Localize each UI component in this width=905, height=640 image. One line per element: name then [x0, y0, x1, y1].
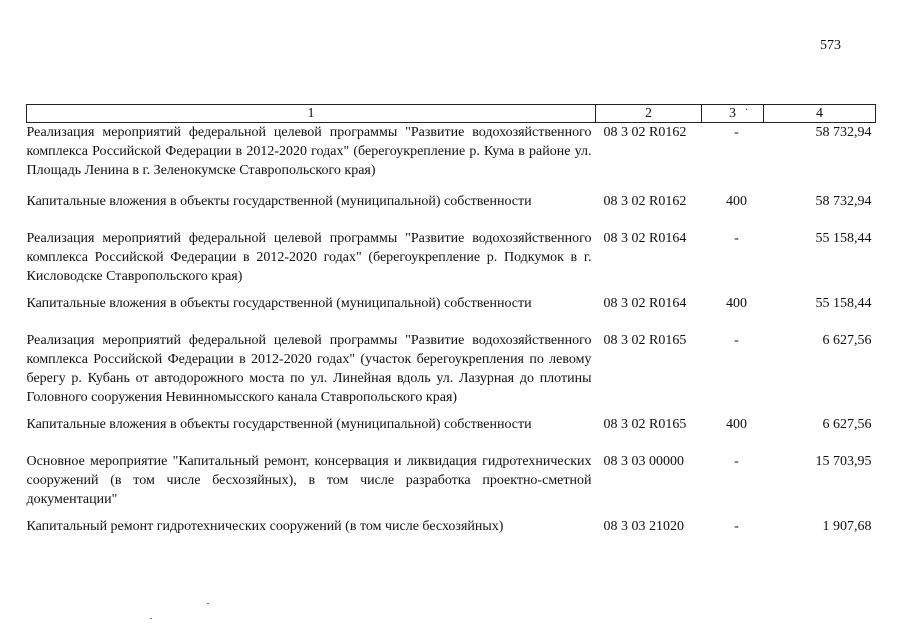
row-code: 08 3 02 R0162: [603, 125, 687, 140]
scan-speck: [207, 603, 209, 604]
scan-speck: [150, 618, 152, 619]
row-amount: 55 158,44: [815, 296, 872, 311]
row-code: 08 3 02 R0165: [603, 333, 687, 348]
row-type: 400: [726, 296, 747, 311]
table-row: [27, 517, 876, 536]
row-code: 08 3 02 R0164: [603, 296, 687, 311]
row-amount: 15 703,95: [815, 454, 872, 469]
row-code: 08 3 03 21020: [603, 519, 684, 534]
table-row: [27, 192, 876, 211]
header-col-2: 2: [596, 105, 702, 123]
table-row: [27, 452, 876, 509]
row-description: Реализация мероприятий федеральной целевой программы "Развитие водохозяйственного комплекса Российской Федерации в 2012-2020 годах" (берегоукрепление р. Кума в районе ул. Площадь Ленина в г. Зеленокумске Ставропольского края): [26, 125, 592, 178]
table-row: [27, 123, 876, 181]
table-row: [27, 229, 876, 286]
row-code: 08 3 03 00000: [603, 454, 684, 469]
row-type: -: [734, 519, 739, 534]
table-row: [27, 415, 876, 434]
row-code: 08 3 02 R0162: [603, 194, 687, 209]
row-description: Капитальный ремонт гидротехнических сооружений (в том числе бесхозяйных): [26, 519, 504, 534]
table-row: [27, 331, 876, 407]
row-amount: 6 627,56: [822, 333, 872, 348]
row-description: Капитальные вложения в объекты государственной (муниципальной) собственности: [26, 194, 532, 209]
row-type: 400: [726, 417, 747, 432]
row-description: Капитальные вложения в объекты государственной (муниципальной) собственности: [26, 417, 532, 432]
row-code: 08 3 02 R0164: [603, 231, 687, 246]
row-amount: 1 907,68: [822, 519, 872, 534]
page-number: 573: [820, 38, 841, 53]
row-description: Капитальные вложения в объекты государственной (муниципальной) собственности: [26, 296, 532, 311]
row-description: Реализация мероприятий федеральной целевой программы "Развитие водохозяйственного комплекса Российской Федерации в 2012-2020 годах" (участок берегоукрепления по левому берегу р. Кубань от автодорожного моста по ул. Линейная вдоль ул. Лазурная до плотины Головного сооружения Невинномысского канала Ставропольского края): [26, 333, 592, 405]
row-type: -: [734, 125, 739, 140]
row-description: Основное мероприятие "Капитальный ремонт, консервация и ликвидация гидротехнических сооружений (в том числе бесхозяйных), в том числе разработка проектно-сметной документации": [26, 454, 592, 507]
table-row: [27, 294, 876, 313]
header-col-3: 3: [702, 105, 764, 123]
row-amount: 58 732,94: [815, 194, 872, 209]
table-header-row: [27, 105, 876, 123]
row-amount: 58 732,94: [815, 125, 872, 140]
row-type: 400: [726, 194, 747, 209]
row-amount: 55 158,44: [815, 231, 872, 246]
budget-table: [26, 104, 875, 536]
header-col-4: 4: [764, 105, 876, 123]
row-amount: 6 627,56: [822, 417, 872, 432]
row-code: 08 3 02 R0165: [603, 417, 687, 432]
row-type: -: [734, 454, 739, 469]
header-col-1: 1: [27, 105, 596, 123]
row-type: -: [734, 333, 739, 348]
scan-mark: ·: [745, 105, 749, 116]
row-description: Реализация мероприятий федеральной целевой программы "Развитие водохозяйственного комплекса Российской Федерации в 2012-2020 годах" (берегоукрепление р. Подкумок в г. Кисловодске Ставропольского края): [26, 231, 592, 284]
row-type: -: [734, 231, 739, 246]
